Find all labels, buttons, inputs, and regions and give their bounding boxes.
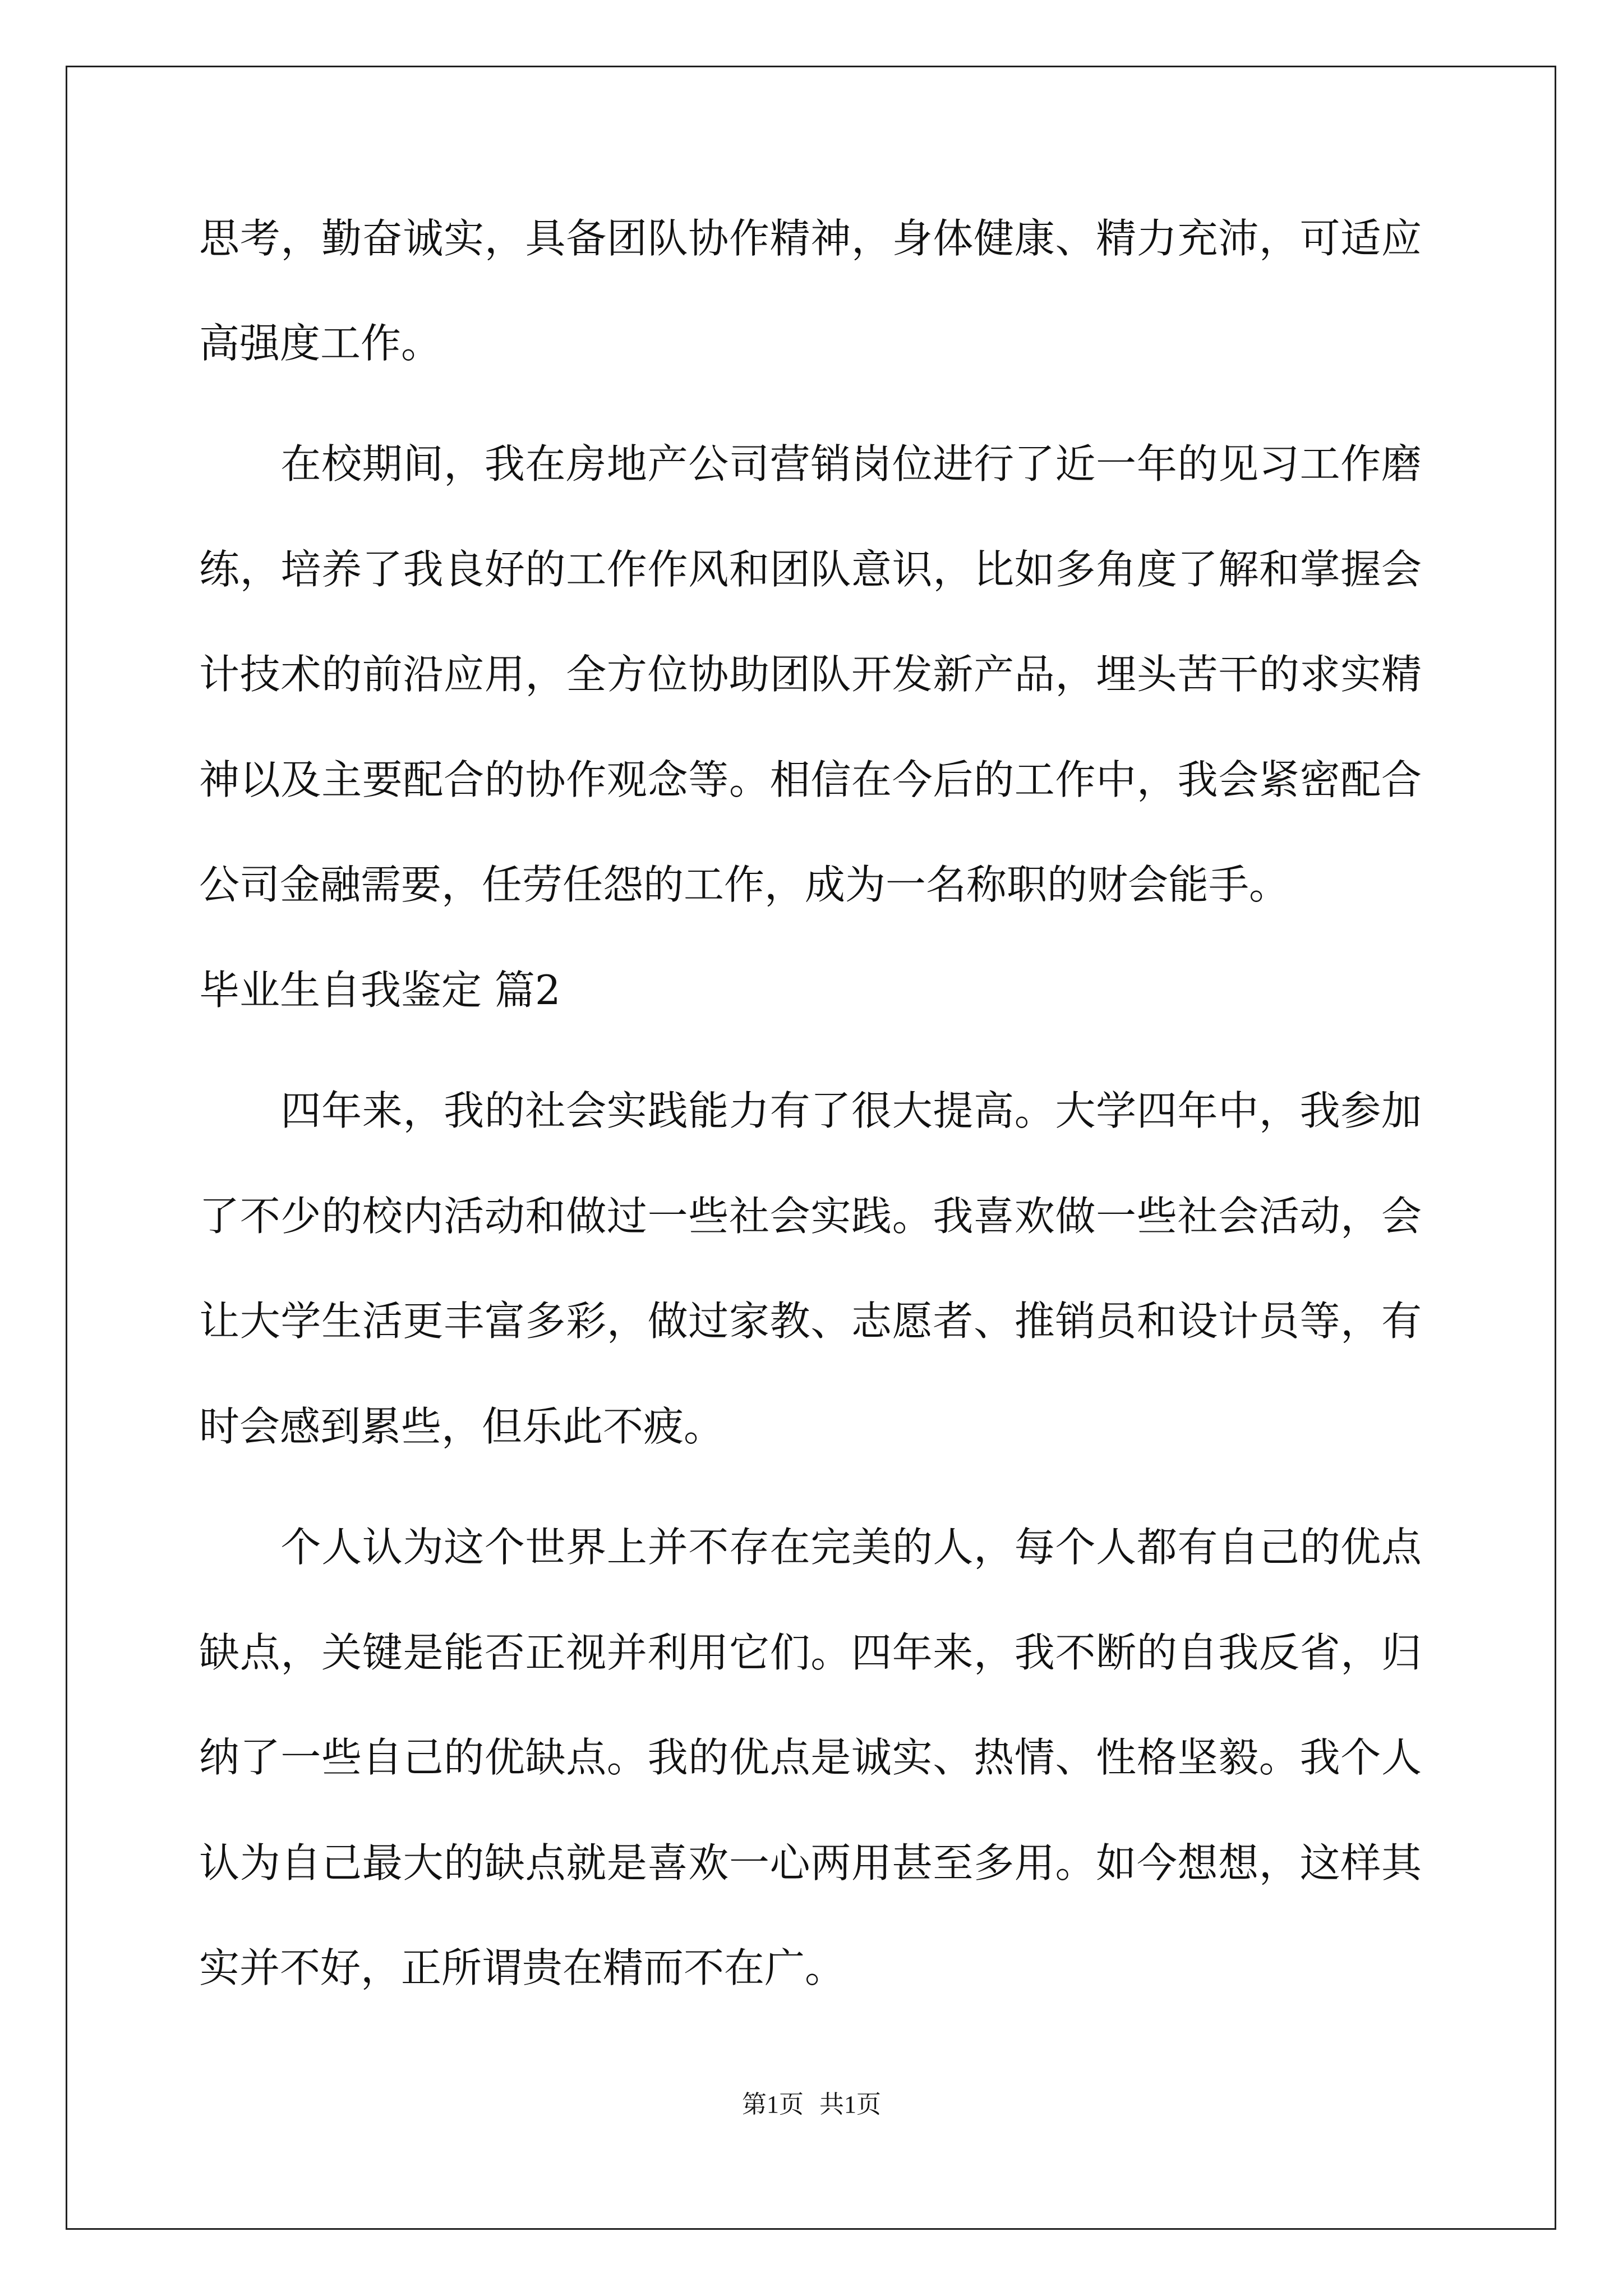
paragraph-line: 神以及主要配合的协作观念等。相信在今后的工作中，我会紧密配合 [199, 756, 1422, 803]
paragraph-line: 让大学生活更丰富多彩，做过家教、志愿者、推销员和设计员等，有 [199, 1297, 1422, 1345]
paragraph-line: 了不少的校内活动和做过一些社会实践。我喜欢做一些社会活动，会 [199, 1193, 1422, 1240]
paragraph-line: 纳了一些自己的优缺点。我的优点是诚实、热情、性格坚毅。我个人 [199, 1734, 1422, 1781]
paragraph-line: 个人认为这个世界上并不存在完美的人，每个人都有自己的优点 [199, 1524, 1422, 1571]
page-border [66, 66, 1556, 2230]
paragraph-line: 公司金融需要，任劳任怨的工作，成为一名称职的财会能手。 [199, 861, 1290, 908]
paragraph-line: 时会感到累些，但乐此不疲。 [199, 1403, 725, 1450]
paragraph-line: 四年来，我的社会实践能力有了很大提高。大学四年中，我参加 [199, 1087, 1422, 1134]
page-number: 第1页 [742, 2091, 804, 2118]
paragraph-line: 练，培养了我良好的工作作风和团队意识，比如多角度了解和掌握会 [199, 546, 1422, 593]
page-footer [0, 2088, 1623, 2122]
paragraph-line: 思考，勤奋诚实，具备团队协作精神，身体健康、精力充沛，可适应 [199, 215, 1422, 262]
paragraph-line: 计技术的前沿应用，全方位协助团队开发新产品，埋头苦干的求实精 [199, 651, 1422, 698]
paragraph-line: 缺点，关键是能否正视并利用它们。四年来，我不断的自我反省，归 [199, 1629, 1422, 1676]
section-heading: 毕业生自我鉴定 篇2 [199, 967, 561, 1014]
paragraph-line: 在校期间，我在房地产公司营销岗位进行了近一年的见习工作磨 [199, 440, 1422, 487]
paragraph-line: 实并不好，正所谓贵在精而不在广。 [199, 1944, 846, 1991]
page-total: 共1页 [819, 2091, 881, 2118]
paragraph-line: 认为自己最大的缺点就是喜欢一心两用甚至多用。如今想想，这样其 [199, 1839, 1422, 1887]
paragraph-line: 高强度工作。 [199, 320, 442, 367]
